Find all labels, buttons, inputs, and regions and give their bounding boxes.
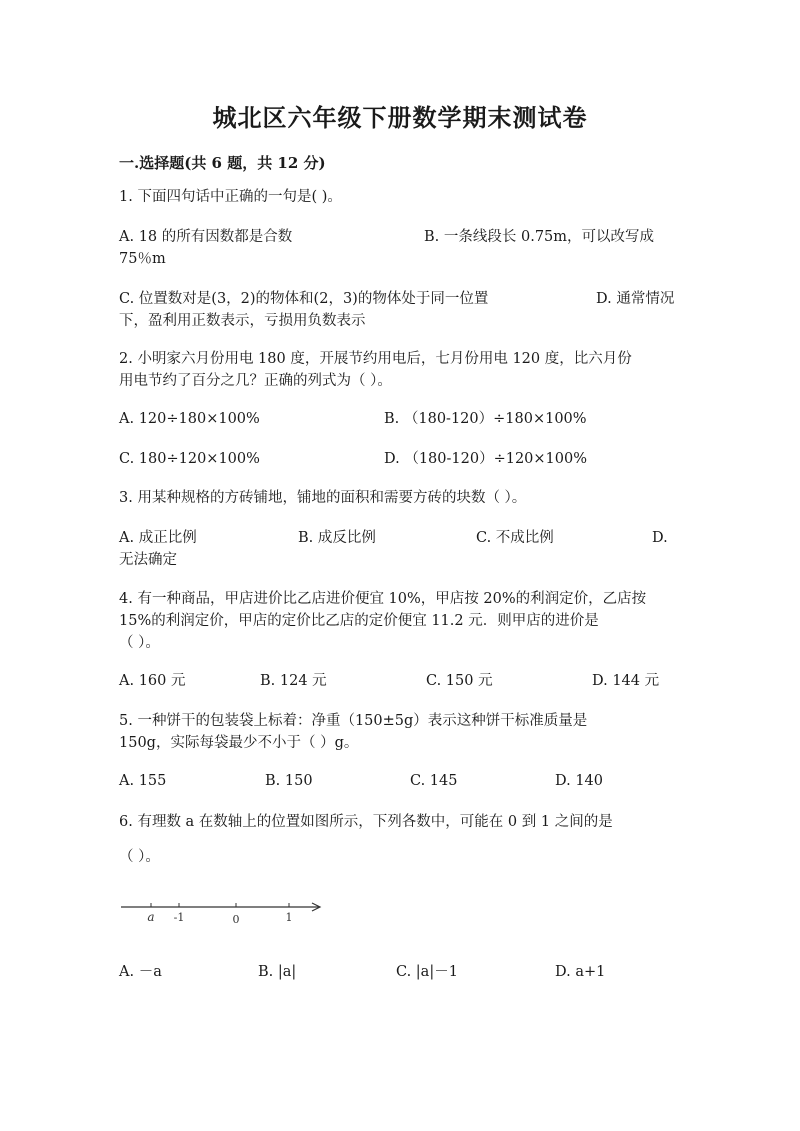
question-3-option-a: A. 成正比例 <box>119 530 197 546</box>
page-title: 城北区六年级下册数学期末测试卷 <box>212 103 588 132</box>
question-6-stem-line-2: （ ）。 <box>119 849 160 865</box>
question-3-option-c: C. 不成比例 <box>476 530 554 546</box>
question-5-stem-line-2: 150g，实际每袋最少不小于（ ）g。 <box>119 735 359 751</box>
question-5-stem-line-1: 5. 一种饼干的包装袋上标着：净重（150±5g）表示这种饼干标准质量是 <box>119 713 588 729</box>
question-2-stem-line-1: 2. 小明家六月份用电 180 度，开展节约用电后，七月份用电 120 度，比六月份 <box>119 351 632 367</box>
question-4-stem-line-1: 4. 有一种商品，甲店进价比乙店进价便宜 10%，甲店按 20%的利润定价，乙店按 <box>119 591 647 607</box>
question-1-option-a: A. 18 的所有因数都是合数 <box>119 229 293 245</box>
number-line-figure <box>115 895 330 930</box>
question-3-option-d: D. <box>652 530 668 546</box>
question-6-option-b: B. |a| <box>258 964 297 980</box>
question-4-stem-line-3: （ ）。 <box>119 635 160 651</box>
question-3-option-b: B. 成反比例 <box>298 530 376 546</box>
question-5-option-b: B. 150 <box>265 773 313 789</box>
question-1-option-d: D. 通常情况 <box>596 291 675 307</box>
question-3-option-d-cont: 无法确定 <box>119 552 177 568</box>
label-minus-one: -1 <box>173 911 185 924</box>
question-6-option-d: D. a+1 <box>555 964 606 980</box>
question-2-option-a: A. 120÷180×100% <box>119 411 260 427</box>
label-one: 1 <box>285 911 293 924</box>
question-5-option-c: C. 145 <box>410 773 458 789</box>
section-heading: 一.选择题(共 6 题，共 12 分) <box>119 154 326 172</box>
question-5-option-a: A. 155 <box>119 773 167 789</box>
label-zero: 0 <box>232 913 240 926</box>
question-2-option-c: C. 180÷120×100% <box>119 451 260 467</box>
question-1-stem: 1. 下面四句话中正确的一句是( )。 <box>119 189 342 205</box>
question-4-option-c: C. 150 元 <box>426 673 493 689</box>
question-2-option-b: B. （180-120）÷180×100% <box>384 411 587 427</box>
question-4-option-b: B. 124 元 <box>260 673 327 689</box>
question-1-option-b-cont: 75％m <box>119 251 166 267</box>
question-4-stem-line-2: 15%的利润定价，甲店的定价比乙店的定价便宜 11.2 元．则甲店的进价是 <box>119 613 599 629</box>
question-5-option-d: D. 140 <box>555 773 604 789</box>
question-1-option-d-cont: 下，盈利用正数表示，亏损用负数表示 <box>119 313 366 329</box>
question-2-option-d: D. （180-120）÷120×100% <box>384 451 588 467</box>
label-a: a <box>147 910 155 924</box>
question-3-stem: 3. 用某种规格的方砖铺地，铺地的面积和需要方砖的块数（ ）。 <box>119 490 527 506</box>
question-4-option-a: A. 160 元 <box>119 673 186 689</box>
question-6-stem-line-1: 6. 有理数 a 在数轴上的位置如图所示，下列各数中，可能在 0 到 1 之间的是 <box>119 814 613 830</box>
question-1-option-c: C. 位置数对是(3，2)的物体和(2，3)的物体处于同一位置 <box>119 291 489 307</box>
question-6-option-a: A. －a <box>119 964 162 980</box>
question-4-option-d: D. 144 元 <box>592 673 660 689</box>
question-2-stem-line-2: 用电节约了百分之几？正确的列式为（ ）。 <box>119 373 392 389</box>
question-6-option-c: C. |a|－1 <box>396 964 458 980</box>
question-1-option-b: B. 一条线段长 0.75m，可以改写成 <box>424 229 655 245</box>
